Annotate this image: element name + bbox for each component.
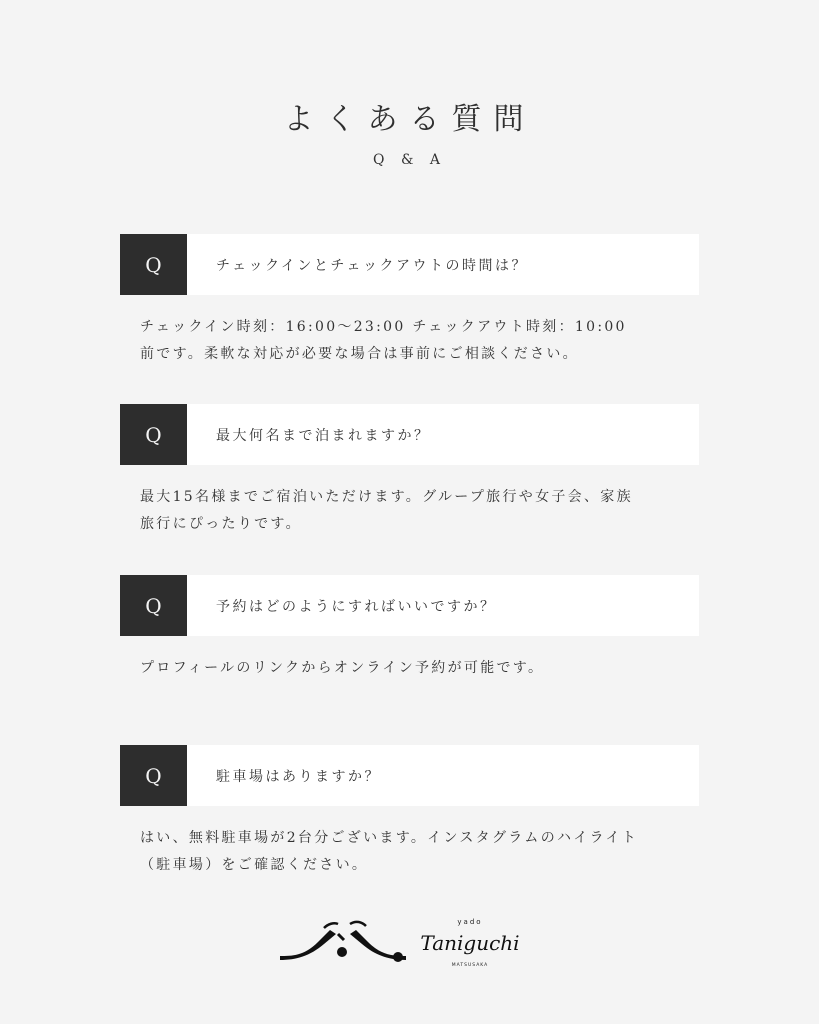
- question-row: [120, 575, 699, 636]
- faq-item-reservation: [120, 575, 699, 682]
- q-mark: Q: [120, 745, 187, 806]
- faq-item-capacity: [120, 404, 699, 538]
- q-mark: Q: [120, 234, 187, 295]
- faq-item-checkin: [120, 234, 699, 368]
- question-text: 駐車場はありますか？: [216, 768, 381, 785]
- answer-text: 最大15名様までご宿泊いただけます。グループ旅行や女子会、家族 旅行にぴったりです。: [140, 489, 633, 532]
- wordmark: [420, 918, 519, 968]
- question-row: [120, 404, 699, 465]
- question-row: [120, 745, 699, 806]
- logo-top-text: yado: [457, 918, 483, 926]
- question-row: [120, 234, 699, 295]
- answer-text: チェックイン時刻：16:00〜23:00 チェックアウト時刻：10:00 前です。柔軟な対応が必要な場合は事前にご相談ください。: [140, 319, 627, 362]
- faq-item-parking: [120, 745, 699, 879]
- logo-bottom-text: MATSUSAKA: [451, 963, 489, 968]
- answer-text: プロフィールのリンクからオンライン予約が可能です。: [140, 660, 545, 676]
- q-mark: Q: [120, 575, 187, 636]
- page-title: よくある質問: [283, 102, 536, 137]
- logo-script-text: Taniguchi: [420, 931, 520, 955]
- question-text: 最大何名まで泊まれますか？: [216, 427, 431, 444]
- answer-text: はい、無料駐車場が2台分ございます。インスタグラムのハイライト （駐車場）をご確認ください。: [140, 830, 639, 873]
- q-mark: Q: [120, 404, 187, 465]
- question-text: 予約はどのようにすればいいですか？: [216, 598, 497, 615]
- question-text: チェックインとチェックアウトの時間は？: [216, 257, 528, 274]
- yado-taniguchi-logo: [278, 912, 528, 972]
- page-subtitle: Q & A: [373, 152, 446, 168]
- roof-mark-icon: [280, 922, 406, 962]
